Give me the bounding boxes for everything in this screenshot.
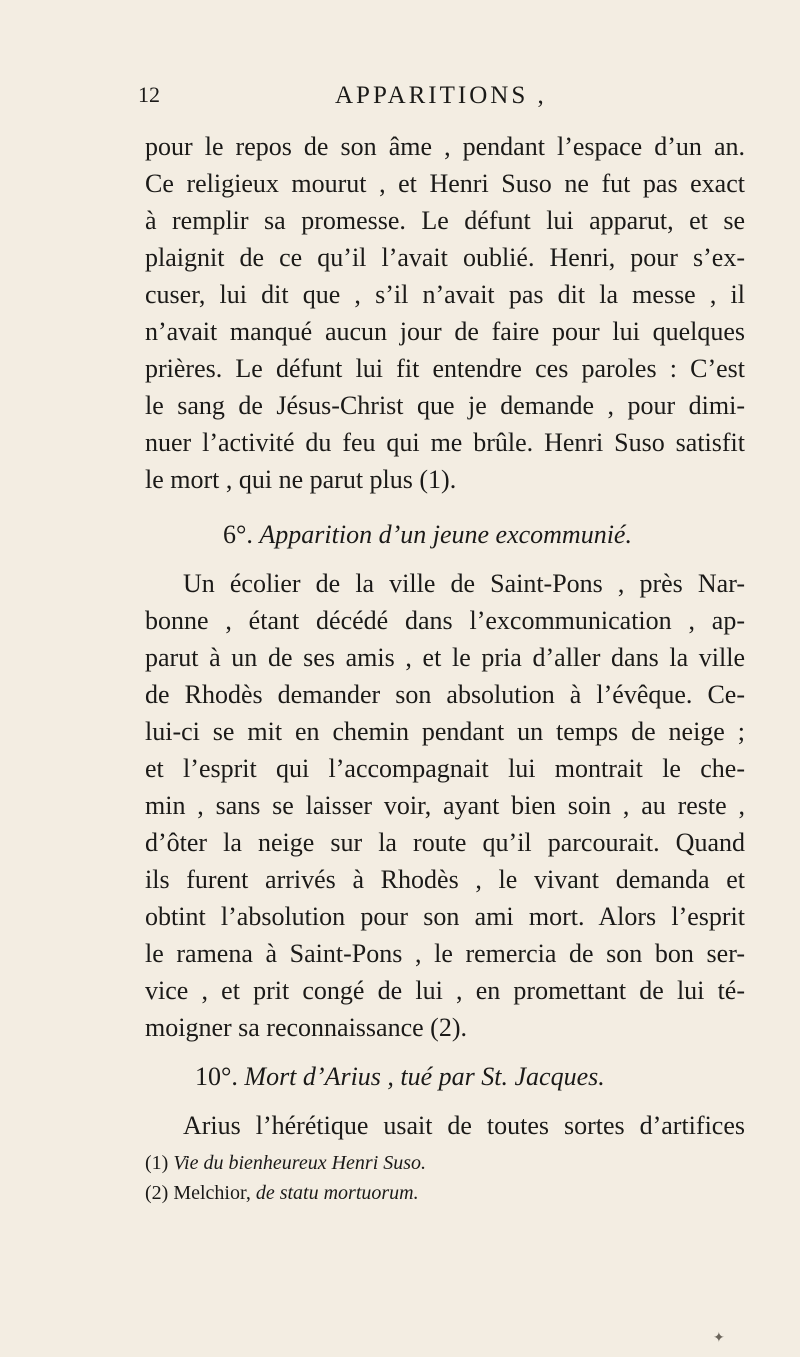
section-heading-6 <box>145 516 745 553</box>
section-number: 6°. <box>223 520 253 549</box>
text-line: d’ôter la neige sur la route qu’il parcourait. Quand <box>145 828 745 857</box>
section-title: Mort d’Arius , tué par St. Jacques. <box>244 1062 605 1091</box>
text-line: pour le repos de son âme , pendant l’espace d’un an. <box>145 132 745 161</box>
footnote-marker: (1) <box>145 1152 169 1174</box>
text-line: vice , et prit congé de lui , en promettant de lui té- <box>145 976 745 1005</box>
text-line: parut à un de ses amis , et le pria d’aller dans la ville <box>145 643 745 672</box>
section-title: Apparition d’un jeune excommunié. <box>259 520 632 549</box>
text-line: lui-ci se mit en chemin pendant un temps de neige ; <box>145 717 745 746</box>
text-line: le mort , qui ne parut plus (1). <box>145 465 457 494</box>
text-line: Arius l’hérétique usait de toutes sortes d’artifices <box>183 1111 745 1140</box>
footnote-source: de statu mortuorum. <box>255 1182 419 1204</box>
printer-mark: ✦ <box>713 1331 725 1346</box>
paragraph-1 <box>145 128 745 498</box>
section-heading-10 <box>145 1058 745 1095</box>
running-title: APPARITIONS , <box>335 82 547 109</box>
text-line: min , sans se laisser voir, ayant bien soin , au reste , <box>145 791 745 820</box>
paragraph-3 <box>145 1107 745 1144</box>
section-number: 10°. <box>195 1062 238 1091</box>
text-line: n’avait manqué aucun jour de faire pour lui quelques <box>145 317 745 346</box>
text-line: nuer l’activité du feu qui me brûle. Henri Suso satisfit <box>145 428 745 457</box>
text-line: plaignit de ce qu’il l’avait oublié. Henri, pour s’ex- <box>145 243 745 272</box>
footnote-2 <box>145 1178 745 1208</box>
footnote-1 <box>145 1148 745 1178</box>
text-line: à remplir sa promesse. Le défunt lui apparut, et se <box>145 206 745 235</box>
footnote-author: Melchior, <box>173 1182 251 1204</box>
text-line: cuser, lui dit que , s’il n’avait pas dit la messe , il <box>145 280 745 309</box>
page-number: 12 <box>138 82 160 107</box>
text-line: de Rhodès demander son absolution à l’évêque. Ce- <box>145 680 745 709</box>
paragraph-2 <box>145 565 745 1046</box>
body-text <box>145 128 745 1208</box>
text-line: moigner sa reconnaissance (2). <box>145 1013 467 1042</box>
footnote-marker: (2) <box>145 1182 169 1204</box>
text-line: Un écolier de la ville de Saint-Pons , près Nar- <box>183 569 745 598</box>
footnote-source: Vie du bienheureux Henri Suso. <box>173 1152 427 1174</box>
text-line: prières. Le défunt lui fit entendre ces paroles : C’est <box>145 354 745 383</box>
text-line: et l’esprit qui l’accompagnait lui montrait le che- <box>145 754 745 783</box>
text-line: bonne , étant décédé dans l’excommunication , ap- <box>145 606 745 635</box>
text-line: le sang de Jésus-Christ que je demande , pour dimi- <box>145 391 745 420</box>
text-line: obtint l’absolution pour son ami mort. Alors l’esprit <box>145 902 745 931</box>
text-line: ils furent arrivés à Rhodès , le vivant demanda et <box>145 865 745 894</box>
page-header <box>0 82 800 122</box>
text-line: Ce religieux mourut , et Henri Suso ne fut pas exact <box>145 169 745 198</box>
footnotes <box>145 1148 745 1208</box>
text-line: le ramena à Saint-Pons , le remercia de son bon ser- <box>145 939 745 968</box>
